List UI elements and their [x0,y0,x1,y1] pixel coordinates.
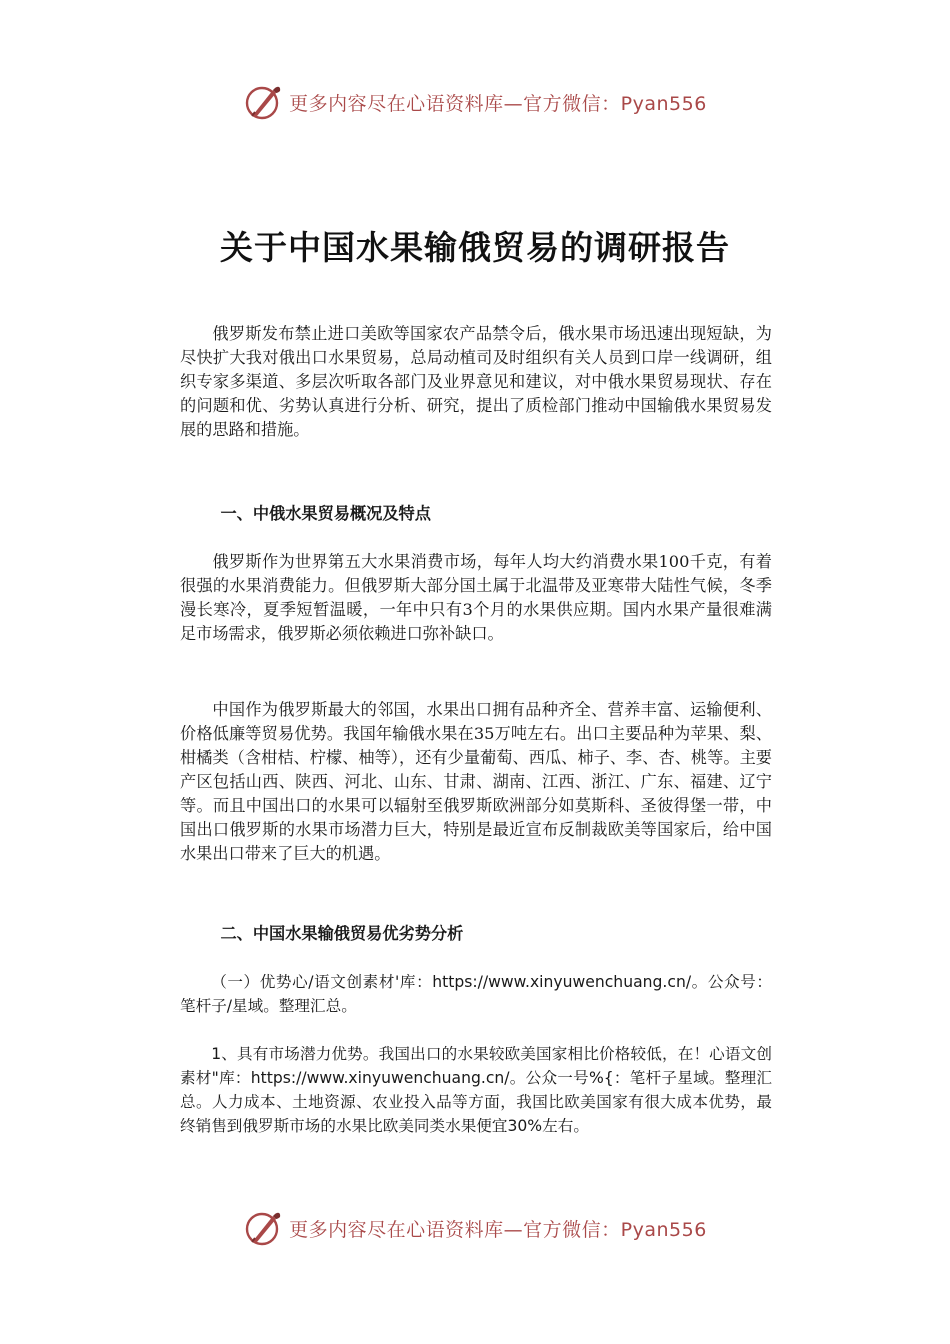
document-title: 关于中国水果输俄贸易的调研报告 [220,228,730,267]
section2-heading-block [180,922,772,946]
section1-heading: 一、中俄水果贸易概况及特点 [220,504,431,523]
watermark-banner-top [0,82,950,122]
section2-heading: 二、中国水果输俄贸易优劣势分析 [220,924,464,943]
quill-logo-icon [243,82,283,122]
section2-subheading-advantages: （一）优势心/语文创素材'库：https://www.xinyuwenchuang.cn/。公众号：笔杆子/星域。整理汇总。 [180,973,772,1015]
watermark-banner-bottom [0,1208,950,1248]
watermark-text: 更多内容尽在心语资料库—官方微信：Pyan556 [289,1218,707,1241]
section1-heading-block [180,502,772,526]
section2-sub1-block [180,970,772,1018]
intro-paragraph: 俄罗斯发布禁止进口美欧等国家农产品禁令后，俄水果市场迅速出现短缺，为尽快扩大我对俄出口水果贸易，总局动植司及时组织有关人员到口岸一线调研，组织专家多渠道、多层次听取各部门及业界意见和建议，对中俄水果贸易现状、存在的问题和优、劣势认真进行分析、研究，提出了质检部门推动中国输俄水果贸易发展的思路和措施。 [180,324,772,439]
section2-point-1: 1、具有市场潜力优势。我国出口的水果较欧美国家相比价格较低，在！心语文创素材"库：https://www.xinyuwenchuang.cn/。公众一号%{：笔杆子星域。整理汇总。人力成本、土地资源、农业投入品等方面，我国比欧美国家有很大成本优势，最终销售到俄罗斯市场的水果比欧美同类水果便宜30%左右。 [180,1045,772,1135]
section2-point1-block [180,1042,772,1138]
section1-para1-block [180,550,772,646]
section1-paragraph-2: 中国作为俄罗斯最大的邻国，水果出口拥有品种齐全、营养丰富、运输便利、价格低廉等贸易优势。我国年输俄水果在35万吨左右。出口主要品种为苹果、梨、柑橘类（含柑桔、柠檬、柚等），还有少量葡萄、西瓜、柿子、李、杏、桃等。主要产区包括山西、陕西、河北、山东、甘肃、湖南、江西、浙江、广东、福建、辽宁等。而且中国出口的水果可以辐射至俄罗斯欧洲部分如莫斯科、圣彼得堡一带，中国出口俄罗斯的水果市场潜力巨大，特别是最近宣布反制裁欧美等国家后，给中国水果出口带来了巨大的机遇。 [180,700,772,863]
section1-para2-block [180,698,772,866]
quill-logo-icon [243,1208,283,1248]
watermark-text: 更多内容尽在心语资料库—官方微信：Pyan556 [289,92,707,115]
section1-paragraph-1: 俄罗斯作为世界第五大水果消费市场，每年人均大约消费水果100千克，有着很强的水果消费能力。但俄罗斯大部分国土属于北温带及亚寒带大陆性气候，冬季漫长寒冷，夏季短暂温暖，一年中只有3个月的水果供应期。国内水果产量很难满足市场需求，俄罗斯必须依赖进口弥补缺口。 [180,552,772,643]
intro-block [180,322,772,442]
